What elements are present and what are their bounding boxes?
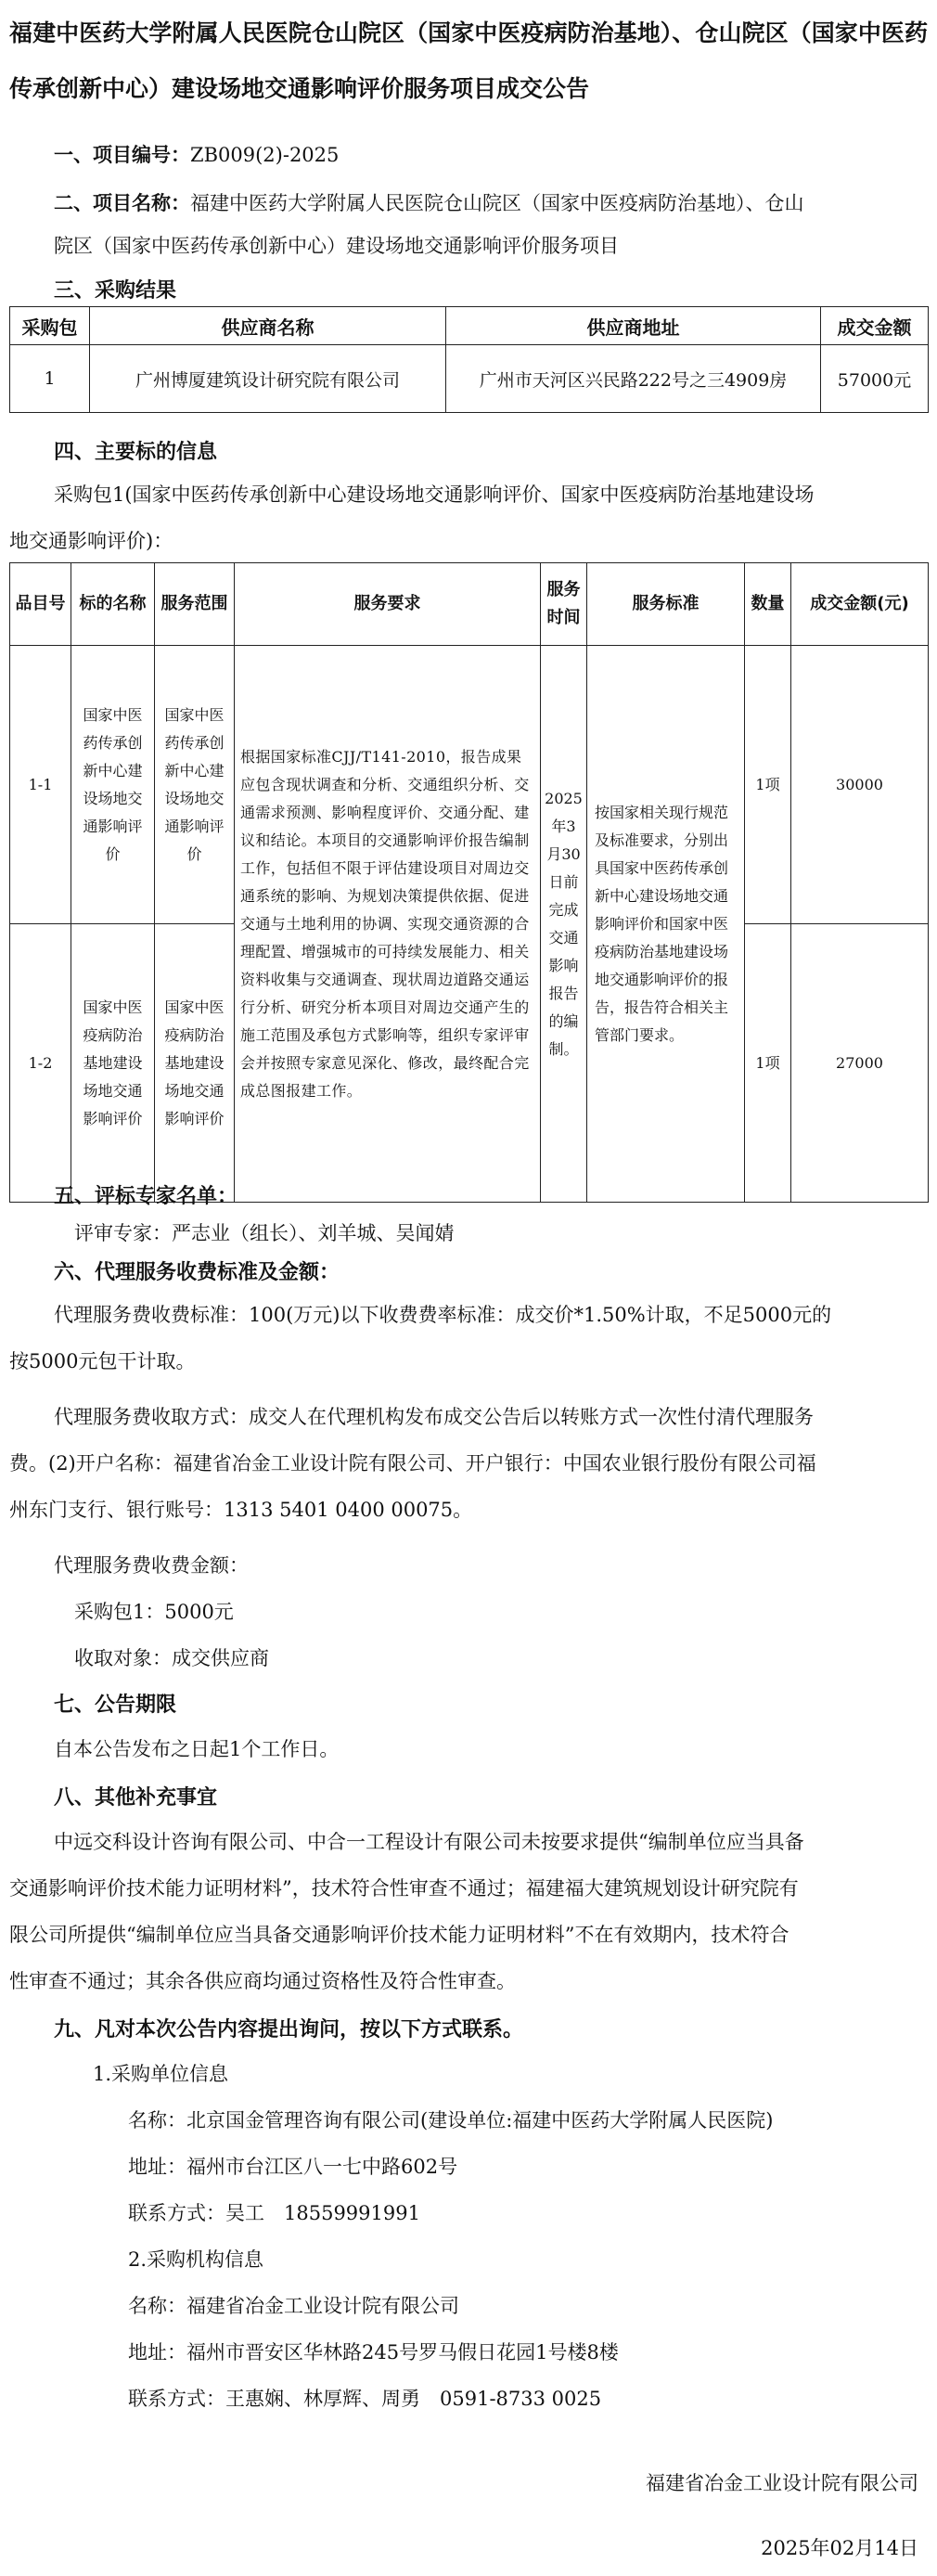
buyer-name: 名称：北京国金管理咨询有限公司(建设单位:福建中医药大学附属人民医院) <box>128 2109 774 2132</box>
result-address: 广州市天河区兴民路222号之三4909房 <box>446 345 821 413</box>
agency-name: 名称：福建省冶金工业设计院有限公司 <box>128 2295 459 2317</box>
item-scope: 国家中医疫病防治基地建设场地交通影响评价 <box>155 924 235 1203</box>
section-8-heading: 八、其他补充事宜 <box>54 1786 218 1810</box>
project-name-line-2: 院区（国家中医药传承创新中心）建设场地交通影响评价服务项目 <box>54 235 619 257</box>
fee-method-line-3: 州东门支行、银行账号：1313 5401 0400 00075。 <box>9 1499 473 1521</box>
supplement-line-1: 中远交科设计咨询有限公司、中合一工程设计有限公司未按要求提供“编制单位应当具备 <box>54 1831 804 1853</box>
item-name: 国家中医药传承创新中心建设场地交通影响评价 <box>71 646 155 924</box>
items-table <box>9 562 929 1203</box>
fee-method-line-2: 费。(2)开户名称：福建省冶金工业设计院有限公司、开户银行：中国农业银行股份有限公司福 <box>9 1452 816 1475</box>
announcement-period: 自本公告发布之日起1个工作日。 <box>54 1738 340 1760</box>
fee-amount-value: 采购包1：5000元 <box>74 1601 234 1623</box>
items-header-name: 标的名称 <box>71 563 155 646</box>
item-scope: 国家中医药传承创新中心建设场地交通影响评价 <box>155 646 235 924</box>
items-header-scope: 服务范围 <box>155 563 235 646</box>
item-no: 1-1 <box>10 646 71 924</box>
table-row <box>10 646 929 924</box>
project-number-line <box>54 141 339 169</box>
result-amount: 57000元 <box>821 345 929 413</box>
items-header-no: 品目号 <box>10 563 71 646</box>
experts-list: 评审专家：严志业（组长）、刘羊城、吴闻婧 <box>74 1222 455 1244</box>
item-name: 国家中医疫病防治基地建设场地交通影响评价 <box>71 924 155 1203</box>
fee-method-line-1: 代理服务费收取方式：成交人在代理机构发布成交公告后以转账方式一次性付清代理服务 <box>54 1406 814 1428</box>
items-header-standard: 服务标准 <box>587 563 745 646</box>
result-table <box>9 306 929 413</box>
items-header-requirement: 服务要求 <box>235 563 541 646</box>
section-3-heading: 三、采购结果 <box>54 279 177 303</box>
item-amount: 30000 <box>791 646 929 924</box>
signature-organization: 福建省冶金工业设计院有限公司 <box>646 2472 918 2494</box>
supplement-line-3: 限公司所提供“编制单位应当具备交通影响评价技术能力证明材料”不在有效期内，技术符合 <box>9 1924 789 1946</box>
result-header-package: 采购包 <box>10 307 90 345</box>
item-requirement: 根据国家标准CJJ/T141-2010，报告成果应包含现状调查和分析、交通组织分析、交通需求预测、影响程度评价、交通分配、建议和结论。本项目的交通影响评价报告编制工作，包括但不限于评估建设项目对周边交通系统的影响、为规划决策提供依据、促进交通与土地利用的协调、实现交通资源的合理配置、增强城市的可持续发展能力、相关资料收集与交通调查、现状周边道路交通运行分析、研究分析本项目对周边交通产生的施工范围及承包方式影响等，组织专家评审会并按照专家意见深化、修改，最终配合完成总图报建工作。 <box>235 646 541 1203</box>
agency-phone: 联系方式：王惠娴、林厚辉、周勇 0591-8733 0025 <box>128 2388 602 2410</box>
item-no: 1-2 <box>10 924 71 1203</box>
fee-target: 收取对象：成交供应商 <box>74 1647 269 1669</box>
supplement-line-4: 性审查不通过；其余各供应商均通过资格性及符合性审查。 <box>9 1970 516 1992</box>
result-header-amount: 成交金额 <box>821 307 929 345</box>
table-row <box>10 345 929 413</box>
fee-standard-line-2: 按5000元包干计取。 <box>9 1350 196 1372</box>
result-package: 1 <box>10 345 90 413</box>
document-title: 福建中医药大学附属人民医院仓山院区（国家中医疫病防治基地）、仓山院区（国家中医药传承创新中心）建设场地交通影响评价服务项目成交公告 <box>9 19 928 102</box>
item-qty: 1项 <box>745 646 791 924</box>
signature-date: 2025年02月14日 <box>761 2537 918 2559</box>
items-header-amount: 成交金额(元) <box>791 563 929 646</box>
buyer-address: 地址：福州市台江区八一七中路602号 <box>128 2156 458 2178</box>
section-4-heading: 四、主要标的信息 <box>54 441 218 464</box>
item-amount: 27000 <box>791 924 929 1203</box>
project-name-part-1: 福建中医药大学附属人民医院仓山院区（国家中医疫病防治基地）、仓山 <box>190 192 804 214</box>
section-6-heading: 六、代理服务收费标准及金额： <box>54 1261 340 1284</box>
project-number: ZB009(2)-2025 <box>190 144 340 166</box>
section-5-heading: 五、评标专家名单： <box>54 1185 238 1208</box>
buyer-heading: 1.采购单位信息 <box>93 2063 229 2085</box>
section-7-heading: 七、公告期限 <box>54 1694 177 1717</box>
item-time: 2025年3月30日前完成交通影响报告的编制。 <box>541 646 587 1203</box>
section-1-label: 一、项目编号： <box>54 144 190 166</box>
item-qty: 1项 <box>745 924 791 1203</box>
section-9-heading: 九、凡对本次公告内容提出询问，按以下方式联系。 <box>54 2018 524 2041</box>
item-standard: 按国家相关现行规范及标准要求，分别出具国家中医药传承创新中心建设场地交通影响评价和国家中医疫病防治基地建设场地交通影响评价的报告，报告符合相关主管部门要求。 <box>587 646 745 1203</box>
fee-standard-line-1: 代理服务费收费标准：100(万元)以下收费费率标准：成交价*1.50%计取，不足5000元的 <box>54 1304 832 1326</box>
agency-heading: 2.采购机构信息 <box>128 2248 264 2271</box>
supplement-line-2: 交通影响评价技术能力证明材料”，技术符合性审查不通过；福建福大建筑规划设计研究院有 <box>9 1877 799 1900</box>
fee-amount-label: 代理服务费收费金额： <box>54 1554 249 1577</box>
result-header-supplier: 供应商名称 <box>90 307 446 345</box>
items-header-time: 服务时间 <box>541 563 587 646</box>
package-description-line-2: 地交通影响评价)： <box>9 530 173 552</box>
buyer-phone: 联系方式：吴工 18559991991 <box>128 2202 420 2224</box>
result-supplier: 广州博厦建筑设计研究院有限公司 <box>90 345 446 413</box>
package-description-line-1: 采购包1(国家中医药传承创新中心建设场地交通影响评价、国家中医疫病防治基地建设场 <box>54 483 815 506</box>
result-header-address: 供应商地址 <box>446 307 821 345</box>
project-name-line-1 <box>54 189 804 217</box>
items-header-qty: 数量 <box>745 563 791 646</box>
section-2-label: 二、项目名称： <box>54 192 190 214</box>
agency-address: 地址：福州市晋安区华林路245号罗马假日花园1号楼8楼 <box>128 2341 619 2363</box>
